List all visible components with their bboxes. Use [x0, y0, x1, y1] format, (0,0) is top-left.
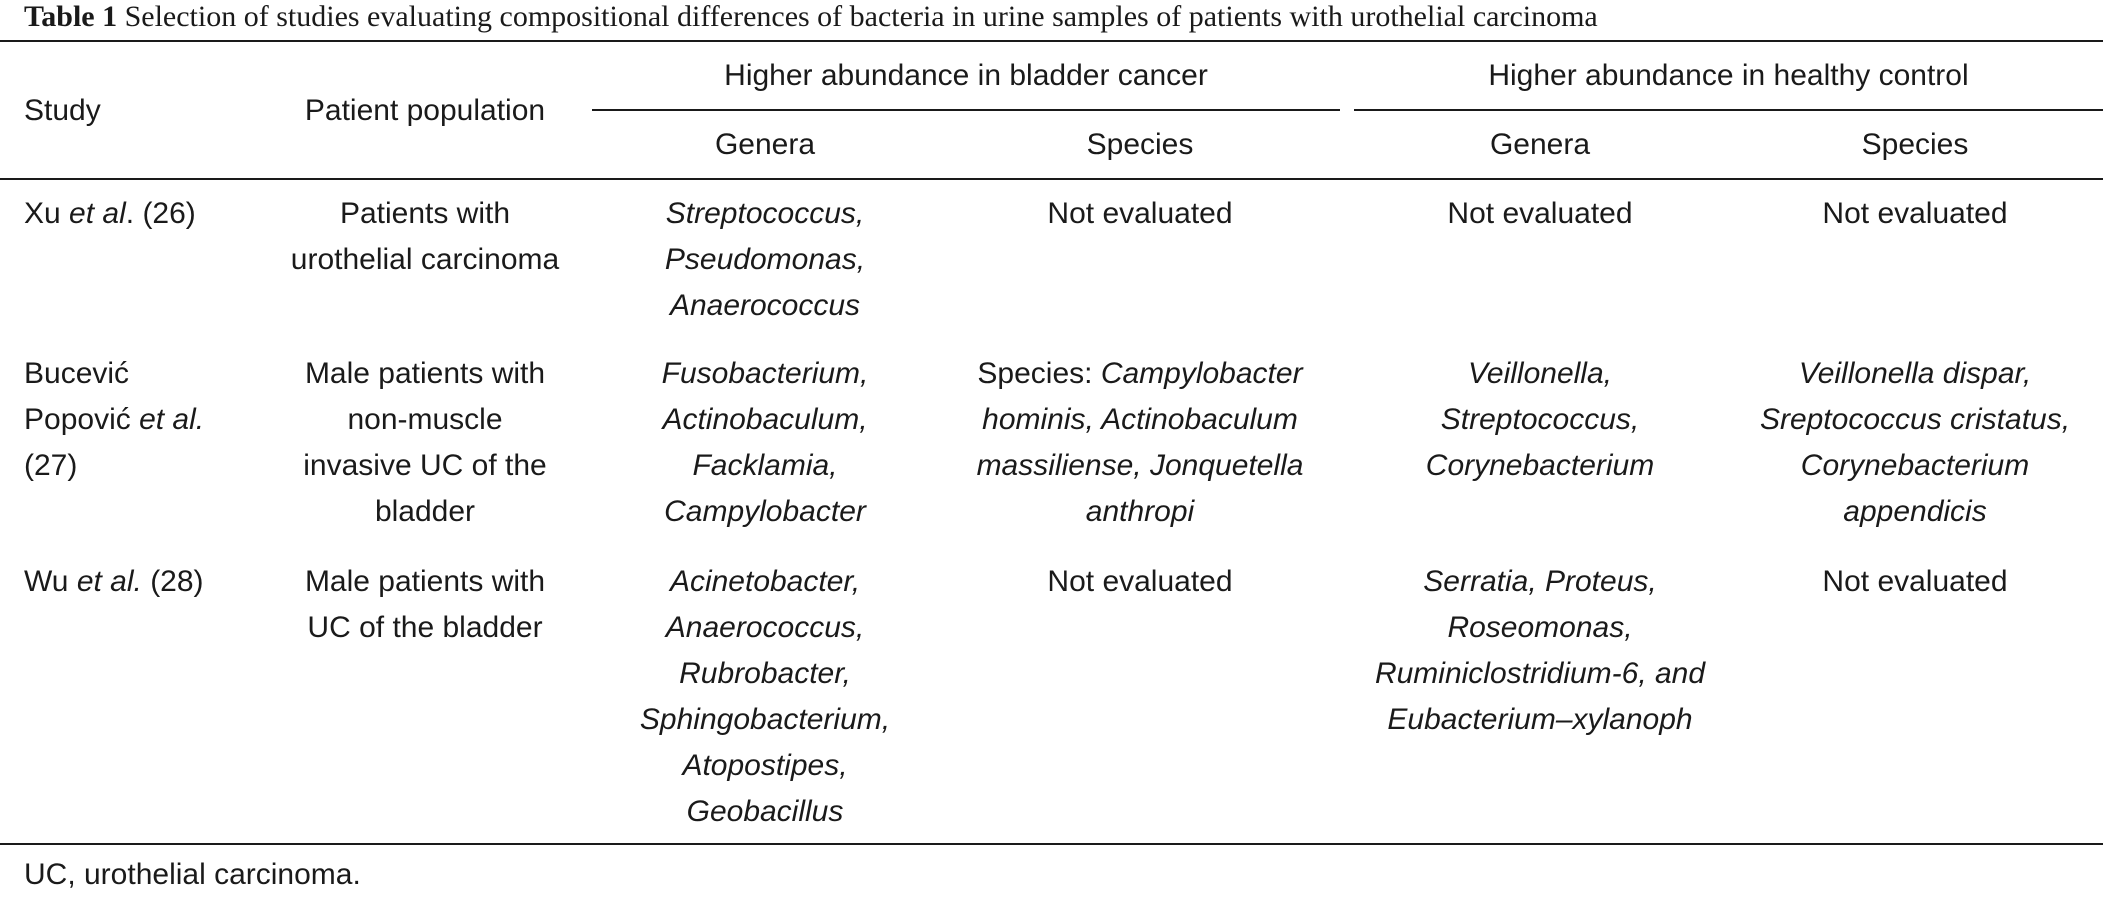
header-cancer-species: Species [1086, 128, 1194, 161]
row-wu-study: Wu et al. (28) [24, 565, 204, 598]
row-bucevic-population: Male patients with non-muscle invasive UC of the bladder [303, 357, 547, 528]
header-rule [0, 178, 2103, 180]
header-group-control: Higher abundance in healthy control [1488, 59, 1969, 92]
header-population: Patient population [304, 94, 546, 127]
header-control-genera: Genera [1489, 128, 1591, 161]
row-bucevic-study: Bucević Popović et al. (27) [24, 357, 205, 482]
header-control-species: Species [1861, 128, 1969, 161]
row-wu-cancer-genera: Acinetobacter, Anaerococcus, Rubrobacter, Sphingobacterium, Atopostipes, Geobacillus [639, 565, 891, 828]
row-wu-cancer-species: Not evaluated [1047, 565, 1233, 598]
group-rule-cancer [592, 109, 1340, 111]
bottom-rule [0, 843, 2103, 845]
row-xu-cancer-genera: Streptococcus, Pseudomonas, Anaerococcus [664, 197, 866, 322]
row-bucevic-control-genera: Veillonella, Streptococcus, Corynebacterium [1425, 357, 1655, 482]
row-wu-control-genera: Serratia, Proteus, Roseomonas, Ruminiclostridium-6, and Eubacterium–xylanoph [1374, 565, 1706, 736]
row-xu-control-genera: Not evaluated [1447, 197, 1633, 230]
group-rule-control [1354, 109, 2103, 111]
row-bucevic-cancer-species: Species: Campylobacter hominis, Actinobaculum massiliense, Jonquetella anthropi [976, 357, 1304, 528]
table-label: Table 1 [24, 0, 118, 33]
row-xu-cancer-species: Not evaluated [1047, 197, 1233, 230]
table-caption [24, 0, 1598, 34]
header-study: Study [24, 94, 101, 127]
row-xu-study: Xu et al. (26) [24, 197, 196, 230]
top-rule [0, 40, 2103, 42]
header-cancer-genera: Genera [714, 128, 816, 161]
row-bucevic-control-species: Veillonella dispar, Sreptococcus cristatus, Corynebacterium appendicis [1759, 357, 2071, 528]
row-xu-control-species: Not evaluated [1822, 197, 2008, 230]
row-xu-population: Patients with urothelial carcinoma [290, 197, 560, 276]
row-wu-population: Male patients with UC of the bladder [304, 565, 546, 644]
header-group-cancer: Higher abundance in bladder cancer [724, 59, 1208, 92]
table-title: Selection of studies evaluating compositional differences of bacteria in urine samples of patients with urothelial carcinoma [124, 0, 1598, 33]
row-wu-control-species: Not evaluated [1822, 565, 2008, 598]
table-footnote: UC, urothelial carcinoma. [24, 858, 361, 891]
row-bucevic-cancer-genera: Fusobacterium, Actinobaculum, Facklamia, Campylobacter [661, 357, 869, 528]
